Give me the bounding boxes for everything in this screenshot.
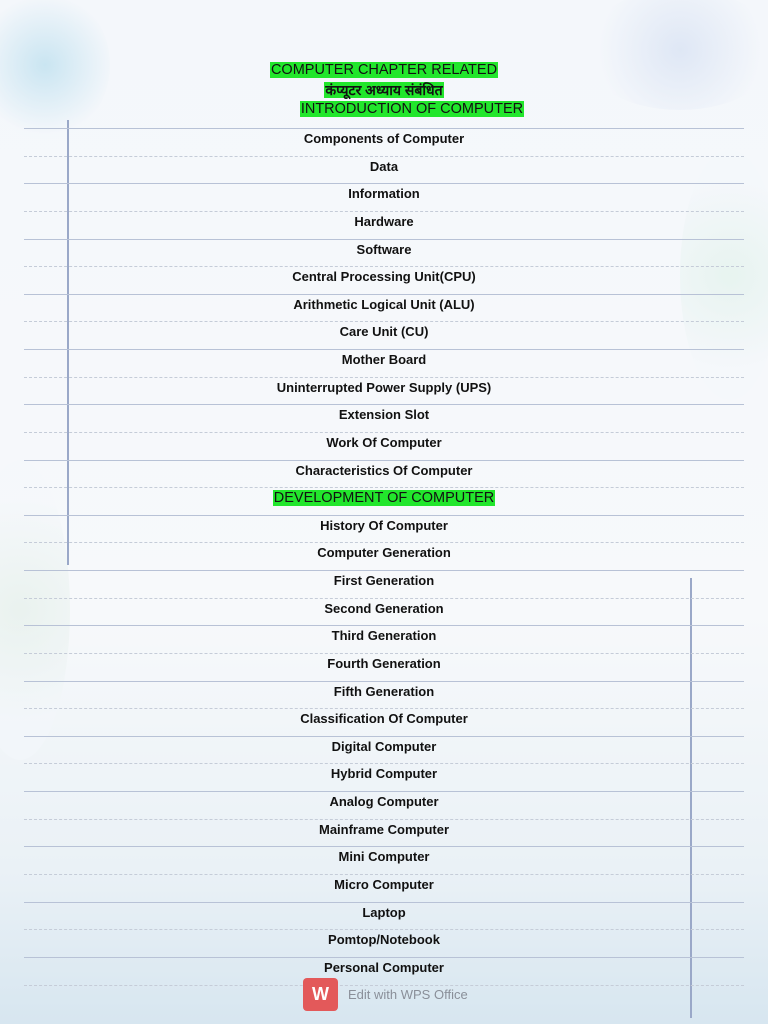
list-item bbox=[0, 571, 768, 591]
list-item-label: Analog Computer bbox=[329, 794, 439, 810]
list-item-label: Micro Computer bbox=[334, 877, 434, 892]
list-item bbox=[0, 405, 768, 425]
list-item-label: Central Processing Unit(CPU) bbox=[292, 269, 476, 285]
list-item bbox=[0, 543, 768, 563]
list-item-label: Care Unit (CU) bbox=[339, 324, 429, 340]
list-item bbox=[0, 737, 768, 757]
list-item-label: Fourth Generation bbox=[327, 655, 441, 671]
list-item-label: Hardware bbox=[354, 213, 414, 229]
list-item-label: Laptop bbox=[362, 904, 406, 920]
list-item-label: Data bbox=[369, 158, 399, 174]
list-item bbox=[0, 157, 768, 177]
list-item bbox=[0, 322, 768, 342]
list-item-label: Digital Computer bbox=[331, 738, 437, 754]
list-item bbox=[0, 875, 768, 895]
list-item bbox=[0, 516, 768, 536]
list-item bbox=[0, 461, 768, 481]
list-item bbox=[0, 792, 768, 812]
list-item-label: Pomtop/Notebook bbox=[328, 932, 440, 948]
wps-watermark[interactable] bbox=[303, 978, 468, 1011]
wps-watermark-text: Edit with WPS Office bbox=[348, 987, 468, 1002]
list-item-label: Extension Slot bbox=[338, 407, 430, 423]
list-item bbox=[0, 350, 768, 370]
list-item bbox=[0, 295, 768, 315]
document-title-hindi: कंप्यूटर अध्याय संबंधित bbox=[325, 82, 443, 98]
list-item-label: Arithmetic Logical Unit (ALU) bbox=[293, 296, 475, 312]
list-item-label: Mother Board bbox=[341, 352, 427, 368]
list-item-label: Computer Generation bbox=[317, 545, 451, 561]
list-item-label: Hybrid Computer bbox=[330, 766, 438, 782]
list-item bbox=[0, 212, 768, 232]
list-item-label: Information bbox=[348, 186, 420, 202]
list-item-label: Personal Computer bbox=[324, 959, 444, 975]
list-item bbox=[0, 958, 768, 978]
list-item bbox=[0, 240, 768, 260]
list-item-label: Components of Computer bbox=[303, 131, 465, 146]
list-item bbox=[0, 378, 768, 398]
list-item bbox=[0, 847, 768, 867]
list-item-label: Fifth Generation bbox=[333, 683, 435, 699]
list-item bbox=[0, 626, 768, 646]
list-item-label: Mainframe Computer bbox=[318, 821, 450, 837]
list-item-label: Characteristics Of Computer bbox=[295, 462, 473, 478]
list-item-label: Third Generation bbox=[331, 628, 437, 644]
section-heading-introduction: INTRODUCTION OF COMPUTER bbox=[300, 101, 524, 117]
list-item-label: Software bbox=[356, 241, 412, 257]
list-item-label: First Generation bbox=[333, 573, 435, 589]
list-item-label: Uninterrupted Power Supply (UPS) bbox=[276, 379, 492, 395]
list-item bbox=[0, 930, 768, 950]
list-item bbox=[0, 820, 768, 840]
section-heading-development bbox=[0, 488, 768, 508]
list-item bbox=[0, 433, 768, 453]
list-item-label: History Of Computer bbox=[320, 517, 448, 533]
list-item bbox=[0, 709, 768, 729]
list-item-label: Work Of Computer bbox=[326, 434, 442, 450]
list-item bbox=[0, 599, 768, 619]
list-item bbox=[0, 129, 768, 149]
list-item bbox=[0, 267, 768, 287]
list-item bbox=[0, 903, 768, 923]
list-item bbox=[0, 682, 768, 702]
document-title: COMPUTER CHAPTER RELATED bbox=[270, 62, 498, 78]
list-item-label: Second Generation bbox=[324, 600, 444, 616]
list-item bbox=[0, 764, 768, 784]
list-item-label: DEVELOPMENT OF COMPUTER bbox=[273, 490, 495, 507]
list-item bbox=[0, 184, 768, 204]
list-item-label: Classification Of Computer bbox=[300, 711, 468, 727]
list-item bbox=[0, 654, 768, 674]
list-item-label: Mini Computer bbox=[338, 849, 430, 865]
wps-logo-icon: W bbox=[303, 978, 338, 1011]
